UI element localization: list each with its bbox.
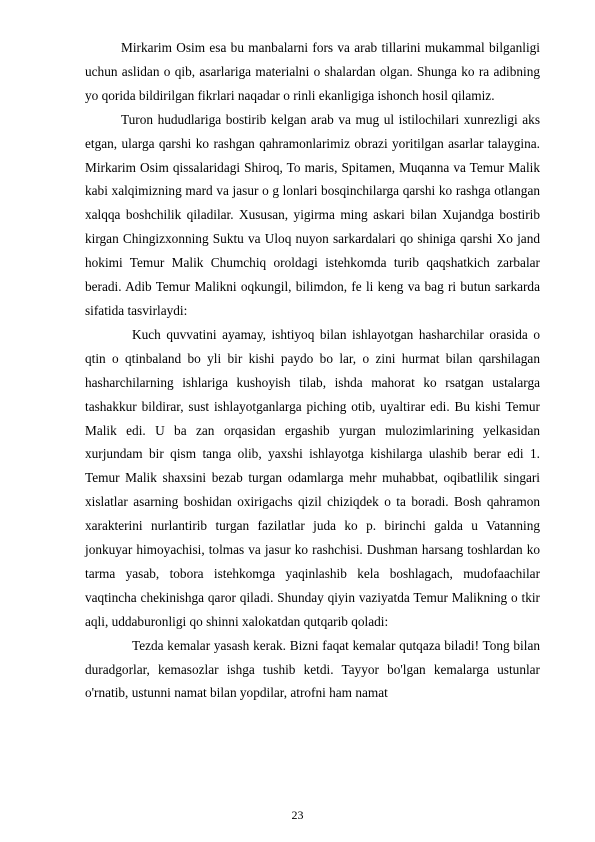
- document-page: [85, 36, 540, 705]
- paragraph-1: Mirkarim Osim esa bu manbalarni fors va arab tillarini mukammal bilganligi uchun aslidan o qib, asarlariga materialni o shalardan olgan. Shunga ko ra adibning yo qorida bildirilgan fikrlari naqadar o rinli ekanligiga ishonch hosil qilamiz.: [85, 40, 540, 103]
- paragraph-2: Turon hududlariga bostirib kelgan arab va mug ul istilochilari xunrezligi aks etgan, ularga qarshi ko rashgan qahramonlarimiz obrazi yoritilgan asarlar talaygina. Mirkarim Osim qissalaridagi Shiroq, To maris, Spitamen, Muqanna va Temur Malik kabi xalqimizning mard va jasur o g lonlari bosqinchilarga qarshi ko rashga otlangan xalqqa boshchilik qiladilar. Xususan, yigirma ming askari bilan Xujandga bostirib kirgan Chingizxonning Suktu va Uloq nuyon sarkardalari qo shiniga qarshi Xo jand hokimi Temur Malik Chumchiq oroldagi istehkomda turib qaqshatkich zarbalar beradi. Adib Temur Malikni oqkungil, bilimdon, fe li keng va bag ri butun sarkarda sifatida tasvirlaydi:: [85, 111, 540, 318]
- paragraph-3: Kuch quvvatini ayamay, ishtiyoq bilan ishlayotgan hasharchilar orasida o qtin o qtinbaland bo yli bir kishi paydo bo lar, o zini hurmat bilan qarshilagan hasharchilarning ishlariga kushoyish tilab, ishda mahorat ko rsatgan ustalarga tashakkur bildirar, sust ishlayotganlarga piching otib, uyaltirar edi. Bu kishi Temur Malik edi. U ba zan orqasidan ergashib yurgan mulozimlarining yelkasidan xurjundam bir qism tanga olib, yaxshi ishlayotga kishilarga ulashib berar edi 1. Temur Malik shaxsini bezab turgan odamlarga mehr muhabbat, oqibatlilik singari xislatlar asarning boshidan oxirigachs qizil chiziqdek o ta boradi. Bosh qahramon xarakterini nurlantirib turgan fazilatlar juda ko p. birinchi galda u Vatanning jonkuyar himoyachisi, tolmas va jasur ko rashchisi. Dushman harsang toshlardan ko tarma yasab, tobora istehkomga yaqinlashib kela boshlagach, mudofaachilar vaqtincha chekinishga qaror qiladi. Shunday qiyin vaziyatda Temur Malikning o tkir aqli, uddaburonligi qo shinni xalokatdan qutqarib qoladi:: [85, 326, 540, 629]
- page-number: 23: [291, 808, 304, 822]
- paragraph-4: Tezda kemalar yasash kerak. Bizni faqat kemalar qutqaza biladi! Tong bilan duradgorlar, kemasozlar ishga tushib ketdi. Tayyor bo'lgan kemalarga ustunlar o'rnatib, ustunni namat bilan yopdilar, atrofni ham namat: [85, 637, 540, 701]
